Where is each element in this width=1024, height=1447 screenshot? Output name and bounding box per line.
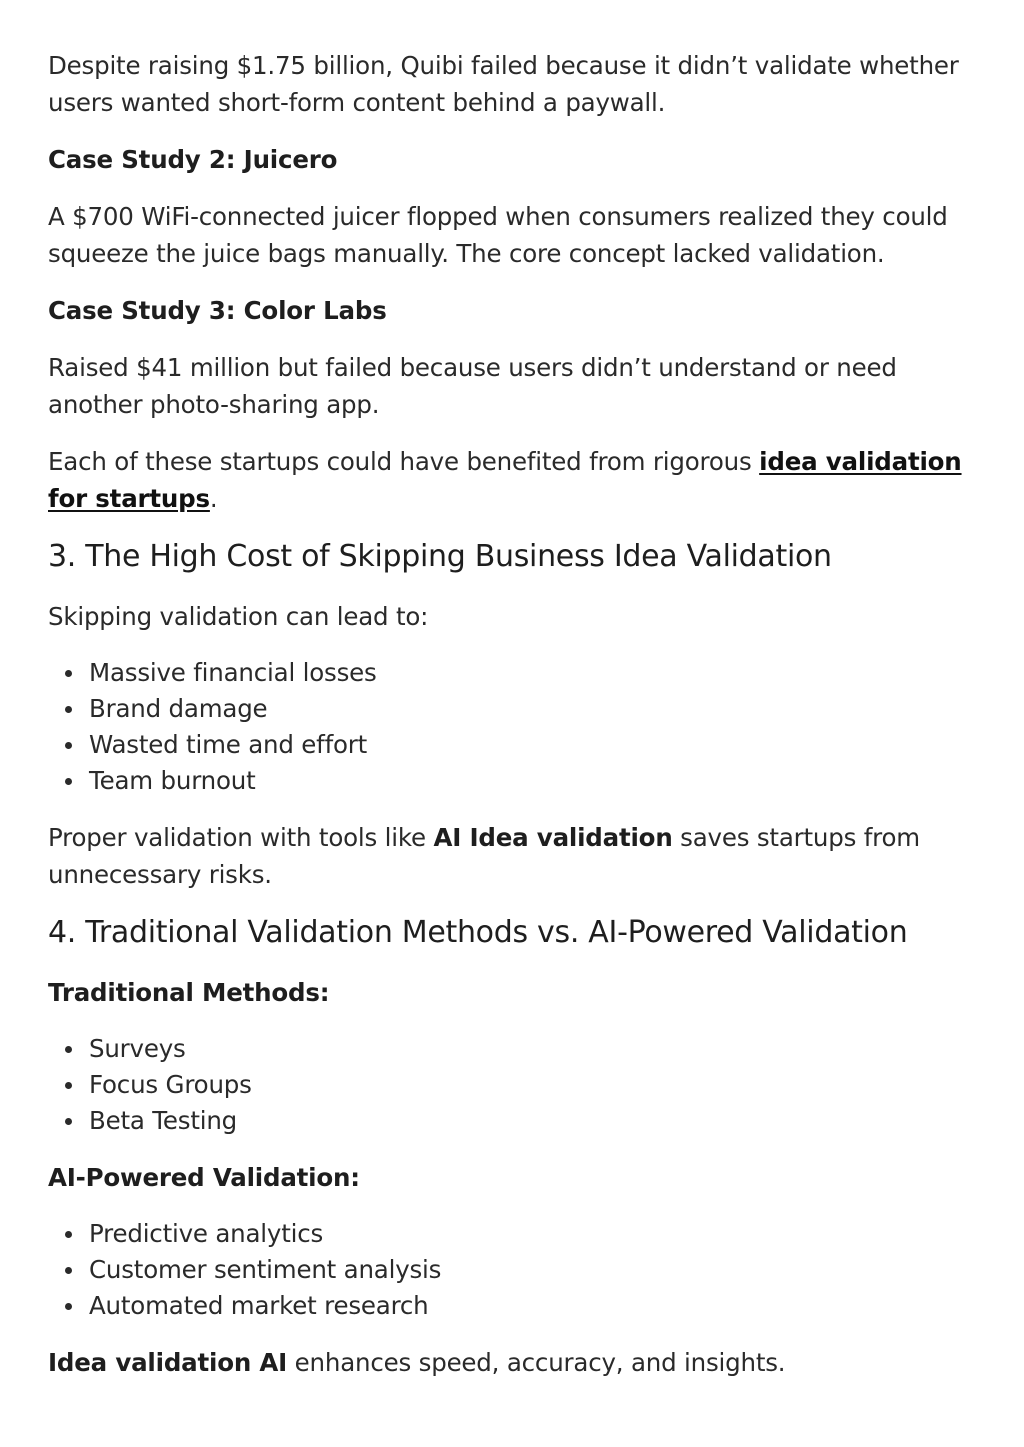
- section-4-heading: 4. Traditional Validation Methods vs. AI-Powered Validation: [48, 915, 908, 950]
- traditional-methods-list: [48, 1031, 974, 1139]
- traditional-methods-heading: Traditional Methods:: [48, 978, 330, 1007]
- list-item: Customer sentiment analysis: [89, 1252, 974, 1288]
- summary-suffix: .: [209, 484, 218, 513]
- case-study-2-heading: Case Study 2: Juicero: [48, 145, 338, 174]
- list-item: Surveys: [89, 1031, 974, 1067]
- section-4-closing-suffix: enhances speed, accuracy, and insights.: [287, 1348, 786, 1377]
- list-item: Wasted time and effort: [89, 727, 974, 763]
- closing-prefix: Proper validation with tools like: [48, 823, 434, 852]
- idea-validation-link[interactable]: idea validation for startups: [48, 447, 962, 513]
- case-study-2-paragraph: A $700 WiFi-connected juicer flopped when consumers realized they could squeeze the juice bags manually. The core concept lacked validation.: [48, 202, 948, 268]
- list-item: Team burnout: [89, 763, 974, 799]
- risks-list: [48, 655, 974, 799]
- list-item: Automated market research: [89, 1288, 974, 1324]
- section-3-heading: 3. The High Cost of Skipping Business Idea Validation: [48, 539, 832, 574]
- list-item: Beta Testing: [89, 1103, 974, 1139]
- summary-paragraph: [48, 443, 974, 517]
- section-4-closing: [48, 1344, 974, 1381]
- case-study-3-paragraph: Raised $41 million but failed because users didn’t understand or need another photo-sharing app.: [48, 353, 897, 419]
- list-item: Brand damage: [89, 691, 974, 727]
- summary-prefix: Each of these startups could have benefited from rigorous: [48, 447, 760, 476]
- list-item: Massive financial losses: [89, 655, 974, 691]
- list-item: Focus Groups: [89, 1067, 974, 1103]
- case-study-3-heading: Case Study 3: Color Labs: [48, 296, 387, 325]
- section-3-closing: [48, 819, 974, 893]
- ai-validation-heading: AI-Powered Validation:: [48, 1163, 360, 1192]
- ai-idea-validation-bold: AI Idea validation: [433, 823, 673, 852]
- list-item: Predictive analytics: [89, 1216, 974, 1252]
- ai-validation-list: [48, 1216, 974, 1324]
- idea-validation-ai-bold: Idea validation AI: [48, 1348, 288, 1377]
- section-3-lead: Skipping validation can lead to:: [48, 602, 429, 631]
- closing-suffix: saves startups from unnecessary risks.: [48, 823, 920, 889]
- quibi-paragraph: Despite raising $1.75 billion, Quibi failed because it didn’t validate whether users wanted short-form content behind a paywall.: [48, 51, 959, 117]
